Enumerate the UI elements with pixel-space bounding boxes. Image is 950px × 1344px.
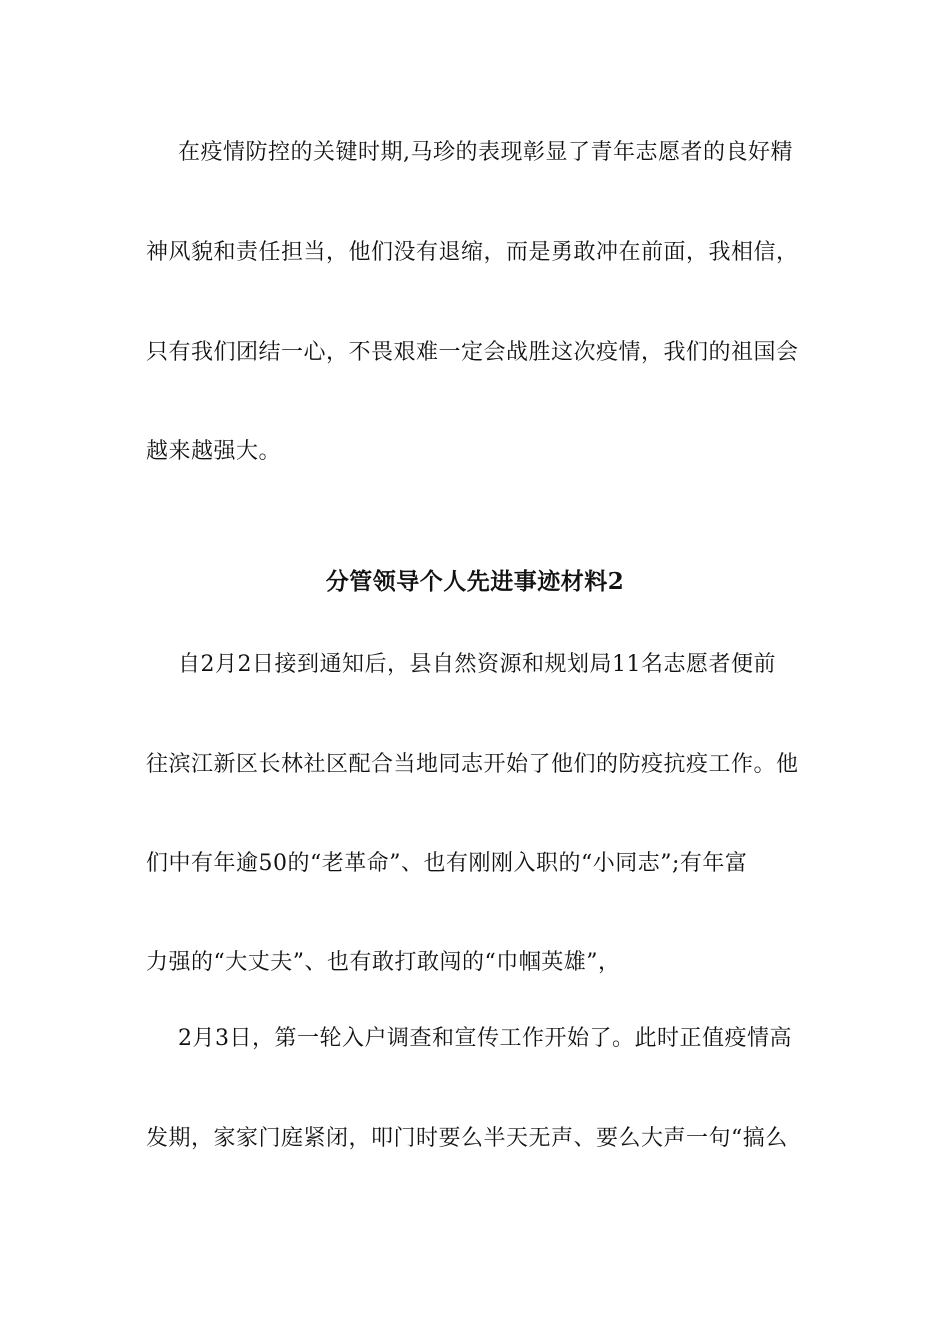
paragraph-2-line-3: 们中有年逾50的“老革命”、也有刚刚入职的“小同志”;有年富 bbox=[146, 851, 748, 876]
paragraph-1-line-1: 在疫情防控的关键时期,马珍的表现彰显了青年志愿者的良好精 bbox=[178, 140, 793, 165]
paragraph-1-line-3: 只有我们团结一心，不畏艰难一定会战胜这次疫情，我们的祖国会 bbox=[146, 340, 799, 365]
section-heading: 分管领导个人先进事迹材料2 bbox=[325, 568, 625, 595]
paragraph-1-line-4: 越来越强大。 bbox=[146, 439, 282, 464]
paragraph-2-line-1: 自2月2日接到通知后，县自然资源和规划局11名志愿者便前 bbox=[178, 652, 776, 677]
paragraph-3-line-1: 2月3日，第一轮入户调查和宣传工作开始了。此时正值疫情高 bbox=[178, 1026, 792, 1051]
paragraph-2-line-2: 往滨江新区长林社区配合当地同志开始了他们的防疫抗疫工作。他 bbox=[146, 752, 799, 777]
paragraph-3-line-2: 发期，家家门庭紧闭，叩门时要么半天无声、要么大声一句“搞么 bbox=[146, 1126, 788, 1151]
paragraph-2-line-4: 力强的“大丈夫”、也有敢打敢闯的“巾帼英雄”， bbox=[146, 950, 621, 975]
paragraph-1-line-2: 神风貌和责任担当，他们没有退缩，而是勇敢冲在前面，我相信， bbox=[146, 240, 799, 265]
